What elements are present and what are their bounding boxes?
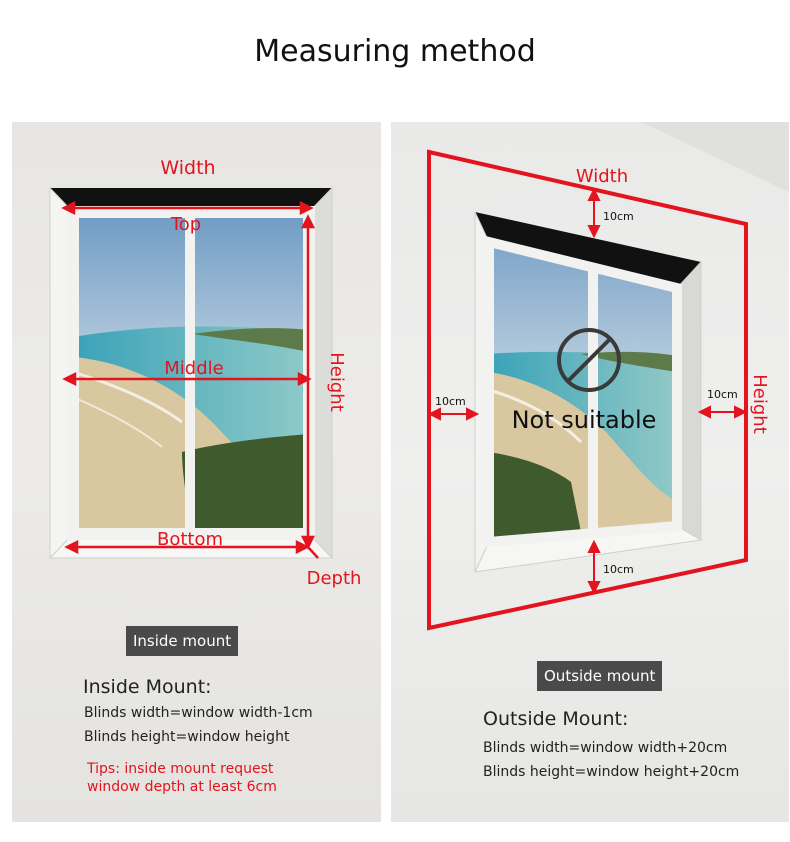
outside-mount-panel	[391, 122, 789, 822]
outside-height-label: Height	[749, 374, 770, 434]
outside-formula-height: Blinds height=window height+20cm	[483, 764, 740, 780]
inside-mount-panel	[12, 122, 381, 822]
outside-mount-heading: Outside Mount:	[483, 708, 629, 730]
inside-middle-label: Middle	[164, 358, 224, 379]
inside-formula-height: Blinds height=window height	[84, 729, 290, 745]
outside-margin-bottom-label: 10cm	[603, 563, 634, 576]
inside-depth-label: Depth	[306, 568, 362, 589]
outside-margin-right-label: 10cm	[707, 388, 738, 401]
outside-margin-top-label: 10cm	[603, 210, 634, 223]
tips-label: Tips:	[87, 761, 120, 777]
outside-formula-width: Blinds width=window width+20cm	[483, 740, 728, 756]
inside-mount-badge: Inside mount	[126, 626, 238, 656]
not-suitable-label: Not suitable	[511, 406, 657, 434]
outside-margin-left-label: 10cm	[435, 395, 466, 408]
inside-mount-heading: Inside Mount:	[83, 676, 212, 698]
tips-text-2: window depth at least 6cm	[87, 779, 277, 795]
page-title: Measuring method	[254, 34, 536, 69]
inside-height-label: Height	[326, 352, 347, 412]
inside-bottom-label: Bottom	[156, 529, 224, 550]
outside-width-label: Width	[575, 166, 629, 187]
ceiling-shadow	[641, 122, 789, 192]
inside-tips	[87, 760, 277, 796]
inside-formula-width: Blinds width=window width-1cm	[84, 705, 313, 721]
outside-mount-badge: Outside mount	[537, 661, 662, 691]
inside-width-label: Width	[160, 157, 216, 179]
outside-window-mullion	[588, 266, 598, 533]
tips-text-1: inside mount request	[119, 761, 274, 777]
outside-landscape-photo	[489, 242, 677, 542]
inside-top-label: Top	[170, 214, 202, 235]
